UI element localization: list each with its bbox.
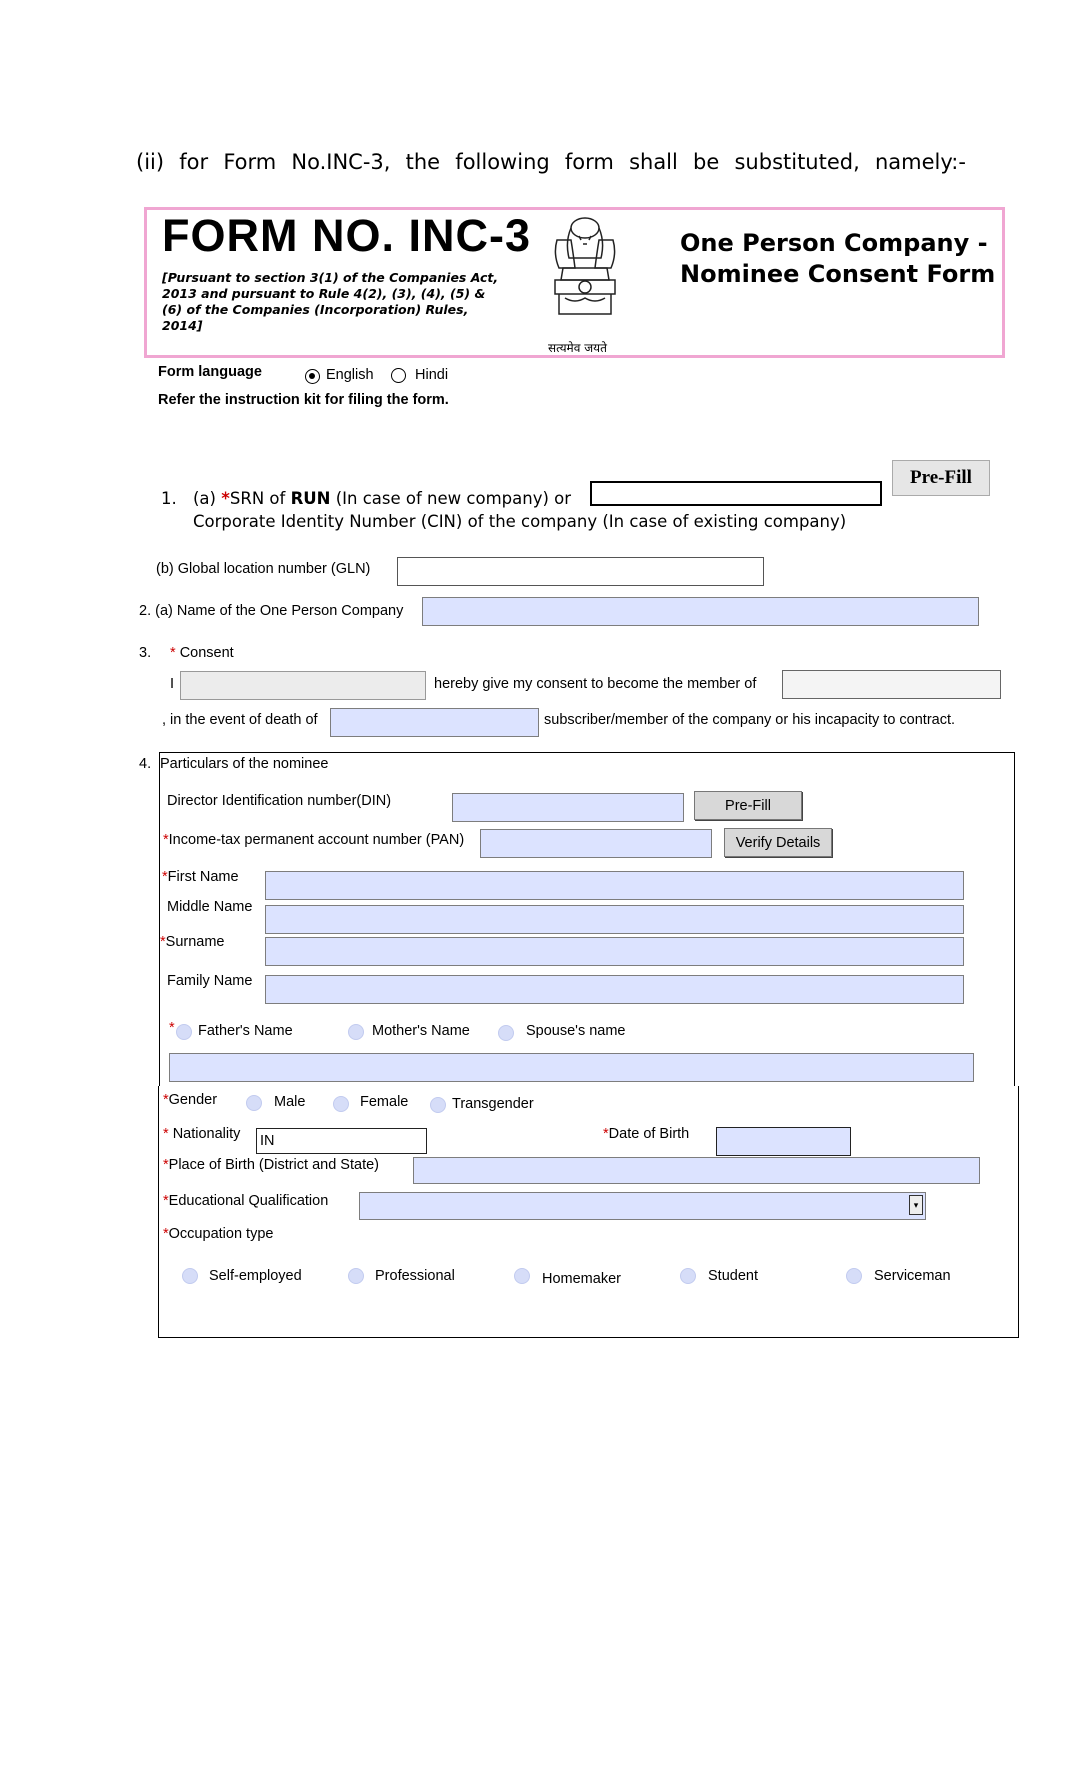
intro-word: the xyxy=(405,150,441,174)
q4-number: 4. xyxy=(139,756,152,772)
parent-spouse-name-input[interactable] xyxy=(169,1053,974,1082)
required-star: * xyxy=(221,489,230,508)
q1-number: 1. xyxy=(161,489,177,508)
section4-border-left-lower xyxy=(158,1086,159,1338)
intro-line xyxy=(136,150,966,174)
q3-label xyxy=(170,645,234,661)
srn-cin-input[interactable] xyxy=(590,481,882,506)
instruction-note: Refer the instruction kit for filing the form. xyxy=(158,392,449,408)
radio-professional[interactable] xyxy=(348,1268,364,1284)
q3-number: 3. xyxy=(139,645,152,661)
serviceman-label: Serviceman xyxy=(874,1268,951,1284)
radio-male[interactable] xyxy=(246,1095,262,1111)
student-label: Student xyxy=(708,1268,758,1284)
run-label: RUN xyxy=(290,489,331,508)
pursuant-note: [Pursuant to section 3(1) of the Companies Act, 2013 and pursuant to Rule 4(2), (3), (4), (5) & (6) of the Companies (Incorporation) Rules, 2014] xyxy=(162,270,499,333)
subscriber-name-input[interactable] xyxy=(330,708,539,737)
cin-label: Corporate Identity Number (CIN) of the company (In case of existing company) xyxy=(193,512,847,531)
radio-spouses-name[interactable] xyxy=(498,1025,514,1041)
self-employed-label: Self-employed xyxy=(209,1268,302,1284)
consent-label: Consent xyxy=(179,645,234,661)
spouses-name-label: Spouse's name xyxy=(526,1023,626,1039)
dropdown-arrow-icon[interactable]: ▾ xyxy=(909,1195,923,1215)
radio-self-employed[interactable] xyxy=(182,1268,198,1284)
srn-label: SRN of xyxy=(229,489,291,508)
radio-hindi-label: Hindi xyxy=(415,367,449,383)
dob-input[interactable] xyxy=(716,1127,851,1156)
place-of-birth-input[interactable] xyxy=(413,1157,980,1184)
surname-label: *Surname xyxy=(160,934,225,950)
required-star: * xyxy=(170,645,176,661)
radio-hindi[interactable] xyxy=(391,368,406,383)
nominee-particulars-title: Particulars of the nominee xyxy=(160,756,329,772)
radio-homemaker[interactable] xyxy=(514,1268,530,1284)
middle-name-input[interactable] xyxy=(265,905,964,934)
radio-serviceman[interactable] xyxy=(846,1268,862,1284)
radio-english[interactable] xyxy=(305,369,320,384)
intro-word: be xyxy=(693,150,720,174)
middle-name-label: Middle Name xyxy=(167,899,253,915)
din-label: Director Identification number(DIN) xyxy=(167,793,392,809)
company-member-field xyxy=(782,670,1001,699)
intro-word: No.INC-3, xyxy=(291,150,391,174)
family-name-input[interactable] xyxy=(265,975,964,1004)
section4-border-left-upper xyxy=(159,752,160,1086)
radio-student[interactable] xyxy=(680,1268,696,1284)
pan-label: *Income-tax permanent account number (PAN) xyxy=(163,832,465,848)
section4-border-right-lower xyxy=(1018,1086,1019,1338)
verify-details-button[interactable]: Verify Details xyxy=(724,828,832,857)
gender-text: Gender xyxy=(168,1092,218,1108)
dob-text: Date of Birth xyxy=(608,1126,690,1142)
srn-prefill-button[interactable]: Pre-Fill xyxy=(892,460,990,496)
intro-word: form xyxy=(564,150,614,174)
form-subtitle-line1: One Person Company - xyxy=(680,229,988,257)
q1-label xyxy=(193,489,571,508)
intro-word: shall xyxy=(629,150,678,174)
q2-label: 2. (a) Name of the One Person Company xyxy=(139,603,404,619)
nationality-input[interactable] xyxy=(256,1128,427,1154)
required-star: * xyxy=(169,1020,175,1036)
place-of-birth-label: *Place of Birth (District and State) xyxy=(163,1157,379,1173)
education-text: Educational Qualification xyxy=(168,1193,329,1209)
intro-word: for xyxy=(179,150,209,174)
radio-mothers-name[interactable] xyxy=(348,1024,364,1040)
form-language-label: Form language xyxy=(158,364,262,380)
pan-label-text: Income-tax permanent account number (PAN) xyxy=(168,832,465,848)
surname-input[interactable] xyxy=(265,937,964,966)
first-name-input[interactable] xyxy=(265,871,964,900)
form-subtitle xyxy=(680,228,995,290)
intro-word: (ii) xyxy=(136,150,165,174)
surname-text: Surname xyxy=(165,934,225,950)
gln-input[interactable] xyxy=(397,557,764,586)
pan-input[interactable] xyxy=(480,829,712,858)
radio-fathers-name[interactable] xyxy=(176,1024,192,1040)
radio-female[interactable] xyxy=(333,1096,349,1112)
death-text: , in the event of death of xyxy=(162,712,318,728)
education-dropdown[interactable] xyxy=(359,1192,926,1220)
incapacity-text: subscriber/member of the company or his incapacity to contract. xyxy=(544,712,956,728)
radio-transgender[interactable] xyxy=(430,1097,446,1113)
intro-word: Form xyxy=(223,150,277,174)
dob-label: *Date of Birth xyxy=(603,1126,690,1142)
nominee-name-field xyxy=(180,671,426,700)
occupation-text: Occupation type xyxy=(168,1226,274,1242)
company-name-input[interactable] xyxy=(422,597,979,626)
fathers-name-label: Father's Name xyxy=(198,1023,293,1039)
section4-border-bottom xyxy=(158,1337,1019,1338)
q1-part-a: (a) xyxy=(193,489,222,508)
section4-border-right-upper xyxy=(1014,752,1015,1086)
din-input[interactable] xyxy=(452,793,684,822)
mothers-name-label: Mother's Name xyxy=(372,1023,470,1039)
srn-suffix: (In case of new company) or xyxy=(330,489,572,508)
occupation-label: *Occupation type xyxy=(163,1226,274,1242)
education-label: *Educational Qualification xyxy=(163,1193,329,1209)
section4-border-top xyxy=(159,752,1015,753)
nationality-text: Nationality xyxy=(172,1126,241,1142)
emblem-motto: सत्यमेव जयते xyxy=(548,341,607,355)
radio-english-label: English xyxy=(326,367,374,383)
din-prefill-button[interactable]: Pre-Fill xyxy=(694,791,802,820)
intro-word: following xyxy=(455,150,550,174)
form-title: FORM NO. INC-3 xyxy=(162,210,531,261)
gender-label: *Gender xyxy=(163,1092,218,1108)
intro-word: substituted, xyxy=(734,150,860,174)
consent-text: hereby give my consent to become the member of xyxy=(434,676,757,692)
national-emblem-icon xyxy=(535,210,635,310)
family-name-label: Family Name xyxy=(167,973,253,989)
intro-word: namely:- xyxy=(874,150,966,174)
consent-i: I xyxy=(170,676,175,692)
professional-label: Professional xyxy=(375,1268,455,1284)
homemaker-label: Homemaker xyxy=(542,1271,621,1287)
place-of-birth-text: Place of Birth (District and State) xyxy=(168,1157,379,1173)
nationality-label: * Nationality xyxy=(163,1126,241,1142)
first-name-label: *First Name xyxy=(162,869,239,885)
form-subtitle-line2: Nominee Consent Form xyxy=(680,260,996,288)
female-label: Female xyxy=(360,1094,409,1110)
first-name-text: First Name xyxy=(167,869,239,885)
male-label: Male xyxy=(274,1094,306,1110)
gln-label: (b) Global location number (GLN) xyxy=(156,561,371,577)
transgender-label: Transgender xyxy=(452,1096,534,1112)
